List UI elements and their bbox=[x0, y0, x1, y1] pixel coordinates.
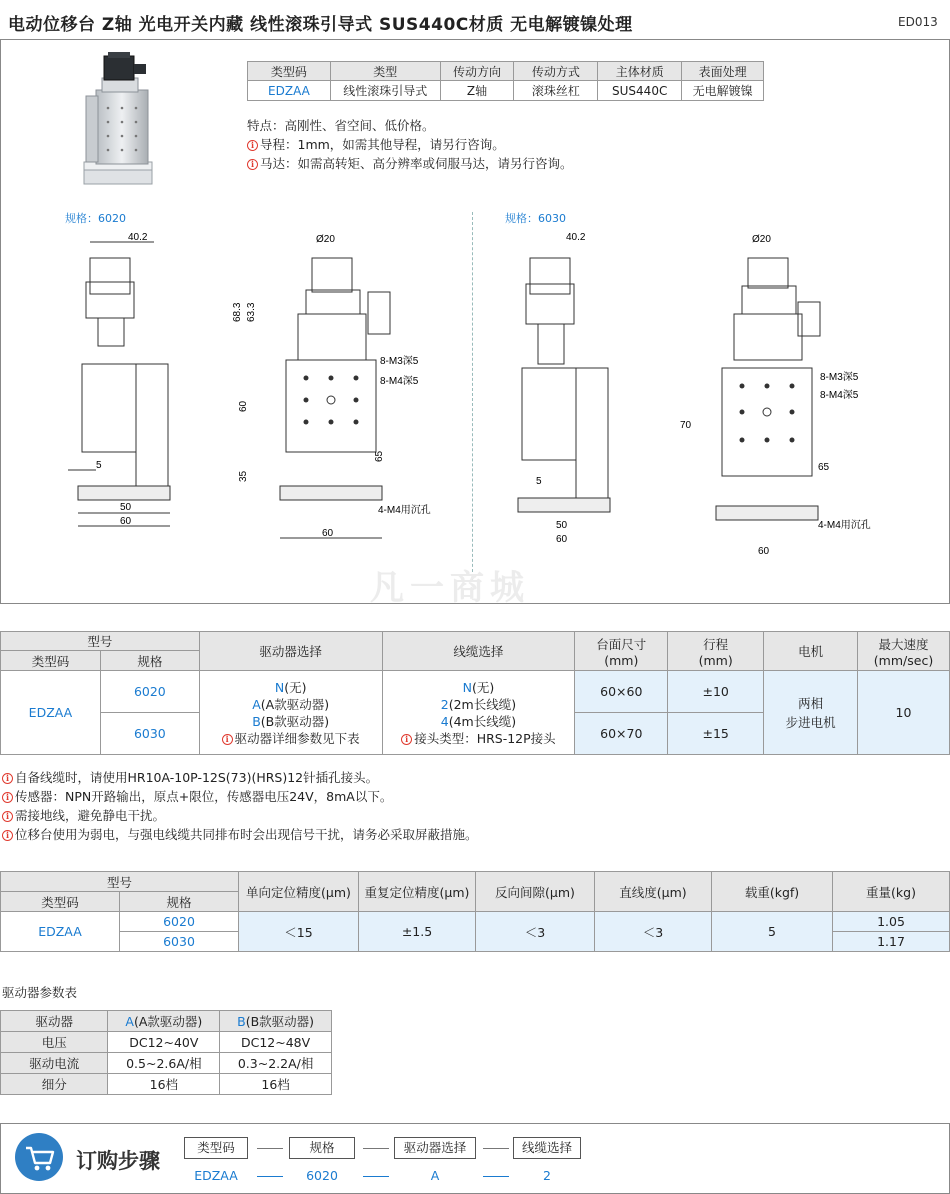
info-icon: i bbox=[2, 792, 13, 803]
driver-param-label: 电压 bbox=[1, 1032, 108, 1053]
order-step-value: 6020 bbox=[306, 1168, 338, 1183]
order-value-dash bbox=[483, 1176, 509, 1177]
order-step-label: 线缆选择 bbox=[513, 1137, 581, 1159]
svg-text:65: 65 bbox=[818, 462, 830, 473]
speed-header: 最大速度 (mm/sec) bbox=[858, 632, 950, 671]
model-table bbox=[0, 631, 950, 755]
driver-params-table bbox=[0, 1010, 332, 1095]
spec-header: 类型 bbox=[330, 62, 440, 81]
svg-text:8-M3深5: 8-M3深5 bbox=[380, 356, 419, 367]
notes bbox=[2, 768, 478, 844]
order-dash bbox=[483, 1148, 509, 1149]
perf-header: 单向定位精度(μm) bbox=[239, 872, 359, 912]
stroke-value: ±15 bbox=[668, 713, 764, 755]
cart-icon bbox=[15, 1133, 63, 1181]
page-title: 电动位移台 Z轴 光电开关内藏 线性滚珠引导式 SUS440C材质 无电解镀镍处理 bbox=[8, 15, 633, 35]
table-size-header: 台面尺寸 (mm) bbox=[575, 632, 668, 671]
speed-value: 10 bbox=[858, 671, 950, 755]
spec-type-code: EDZAA bbox=[248, 81, 331, 101]
perf-group-header: 型号 bbox=[1, 872, 239, 892]
driver-header: 驱动器选择 bbox=[199, 632, 382, 671]
driver-param-label: 细分 bbox=[1, 1074, 108, 1095]
product-photo bbox=[78, 50, 166, 190]
cable-options: N(无) 2(2m长线缆) 4(4m长线缆) i 接头类型：HRS-12P接头 bbox=[382, 671, 575, 755]
perf-spec: 6020 bbox=[120, 912, 239, 932]
svg-text:60: 60 bbox=[556, 534, 568, 545]
spec-cell: 无电解镀镍 bbox=[682, 81, 764, 101]
driver-options: N(无) A(A款驱动器) B(B款驱动器) i 驱动器详细参数见下表 bbox=[199, 671, 382, 755]
info-icon: i bbox=[2, 773, 13, 784]
svg-text:68.3: 68.3 bbox=[232, 302, 243, 322]
perf-weight: 1.17 bbox=[833, 932, 950, 952]
perf-value: ＜3 bbox=[595, 912, 712, 952]
order-step-value: EDZAA bbox=[194, 1168, 238, 1183]
performance-table bbox=[0, 871, 950, 952]
spec-cell: 滚珠丝杠 bbox=[514, 81, 598, 101]
driver-param-value: DC12~48V bbox=[220, 1032, 332, 1053]
perf-spec-header: 规格 bbox=[120, 892, 239, 912]
order-step-value: 2 bbox=[543, 1168, 551, 1183]
drawing-divider bbox=[472, 212, 473, 582]
model-spec: 6020 bbox=[100, 671, 199, 713]
spec-label-right: 规格：6030 bbox=[505, 212, 566, 225]
drawing-6020-side bbox=[60, 228, 190, 538]
perf-header: 直线度(μm) bbox=[595, 872, 712, 912]
svg-text:40.2: 40.2 bbox=[566, 232, 586, 243]
perf-header: 重复定位精度(μm) bbox=[359, 872, 476, 912]
perf-header: 重量(kg) bbox=[833, 872, 950, 912]
feature-line: i 导程：1mm，如需其他导程，请另行咨询。 bbox=[247, 135, 573, 154]
drawing-6020-front bbox=[228, 228, 458, 558]
perf-header: 载重(kgf) bbox=[712, 872, 833, 912]
perf-value: ＜15 bbox=[239, 912, 359, 952]
table-size-value: 60×70 bbox=[575, 713, 668, 755]
info-icon: i bbox=[247, 159, 258, 170]
type-code-header: 类型码 bbox=[1, 651, 101, 671]
motor-header: 电机 bbox=[764, 632, 858, 671]
perf-spec: 6030 bbox=[120, 932, 239, 952]
table-size-value: 60×60 bbox=[575, 671, 668, 713]
svg-text:8-M4深5: 8-M4深5 bbox=[380, 376, 419, 387]
driver-param-value: 0.3~2.2A/相 bbox=[220, 1053, 332, 1074]
info-icon: i bbox=[222, 734, 233, 745]
stroke-value: ±10 bbox=[668, 671, 764, 713]
note-line: i 需接地线，避免静电干扰。 bbox=[2, 806, 478, 825]
feature-line: i 马达：如需高转矩、高分辨率或伺服马达，请另行咨询。 bbox=[247, 154, 573, 173]
note-line: i 传感器：NPN开路输出，原点+限位，传感器电压24V，8mA以下。 bbox=[2, 787, 478, 806]
spec-header: 表面处理 bbox=[682, 62, 764, 81]
features bbox=[247, 116, 573, 173]
cable-header: 线缆选择 bbox=[382, 632, 575, 671]
svg-text:Ø20: Ø20 bbox=[316, 234, 335, 245]
model-spec: 6030 bbox=[100, 713, 199, 755]
svg-text:8-M3深5: 8-M3深5 bbox=[820, 372, 859, 383]
spec-header: 传动方向 bbox=[440, 62, 514, 81]
info-icon: i bbox=[2, 811, 13, 822]
spec-header: 类型码 bbox=[248, 62, 331, 81]
driver-param-header: B(B款驱动器) bbox=[220, 1011, 332, 1032]
drawing-6030-front bbox=[668, 228, 898, 558]
spec-label-left: 规格：6020 bbox=[65, 212, 126, 225]
svg-text:70: 70 bbox=[680, 420, 692, 431]
spec-header: 规格 bbox=[100, 651, 199, 671]
order-step-value: A bbox=[430, 1168, 440, 1183]
perf-weight: 1.05 bbox=[833, 912, 950, 932]
order-step-label: 规格 bbox=[289, 1137, 355, 1159]
driver-param-value: 16档 bbox=[220, 1074, 332, 1095]
svg-text:4-M4用沉孔: 4-M4用沉孔 bbox=[378, 505, 431, 516]
order-title: 订购步骤 bbox=[76, 1149, 160, 1173]
svg-text:4-M4用沉孔: 4-M4用沉孔 bbox=[818, 520, 871, 531]
spec-cell: SUS440C bbox=[598, 81, 682, 101]
svg-text:60: 60 bbox=[322, 528, 334, 539]
svg-text:60: 60 bbox=[238, 400, 249, 412]
order-value-dash bbox=[363, 1176, 389, 1177]
svg-text:65: 65 bbox=[374, 450, 385, 462]
driver-param-header: 驱动器 bbox=[1, 1011, 108, 1032]
order-step-label: 类型码 bbox=[184, 1137, 248, 1159]
svg-text:50: 50 bbox=[120, 502, 132, 513]
info-icon: i bbox=[401, 734, 412, 745]
drawing-6030-side bbox=[500, 228, 630, 548]
info-icon: i bbox=[247, 140, 258, 151]
spec-table bbox=[247, 61, 764, 101]
stroke-header: 行程 (mm) bbox=[668, 632, 764, 671]
svg-text:63.3: 63.3 bbox=[246, 302, 257, 322]
model-group-header: 型号 bbox=[1, 632, 200, 651]
perf-type-header: 类型码 bbox=[1, 892, 120, 912]
driver-param-header: A(A款驱动器) bbox=[108, 1011, 220, 1032]
perf-value: 5 bbox=[712, 912, 833, 952]
perf-value: ＜3 bbox=[476, 912, 595, 952]
spec-cell: Z轴 bbox=[440, 81, 514, 101]
perf-header: 反向间隙(μm) bbox=[476, 872, 595, 912]
note-line: i 自备线缆时，请使用HR10A-10P-12S(73)(HRS)12针插孔接头。 bbox=[2, 768, 478, 787]
model-type-code: EDZAA bbox=[1, 671, 101, 755]
svg-text:60: 60 bbox=[758, 546, 770, 557]
spec-header: 传动方式 bbox=[514, 62, 598, 81]
svg-text:60: 60 bbox=[120, 516, 132, 527]
order-dash bbox=[257, 1148, 283, 1149]
order-step-label: 驱动器选择 bbox=[394, 1137, 476, 1159]
svg-text:50: 50 bbox=[556, 520, 568, 531]
driver-param-value: DC12~40V bbox=[108, 1032, 220, 1053]
driver-param-value: 0.5~2.6A/相 bbox=[108, 1053, 220, 1074]
motor-value: 两相 步进电机 bbox=[764, 671, 858, 755]
driver-param-label: 驱动电流 bbox=[1, 1053, 108, 1074]
svg-text:35: 35 bbox=[238, 470, 249, 482]
info-icon: i bbox=[2, 830, 13, 841]
svg-text:40.2: 40.2 bbox=[128, 232, 148, 243]
svg-text:Ø20: Ø20 bbox=[752, 234, 771, 245]
spec-header: 主体材质 bbox=[598, 62, 682, 81]
feature-line: 特点：高刚性、省空间、低价格。 bbox=[247, 118, 435, 133]
svg-text:8-M4深5: 8-M4深5 bbox=[820, 390, 859, 401]
svg-text:5: 5 bbox=[96, 460, 102, 471]
note-line: i 位移台使用为弱电，与强电线缆共同排布时会出现信号干扰，请务必采取屏蔽措施。 bbox=[2, 825, 478, 844]
perf-type-code: EDZAA bbox=[1, 912, 120, 952]
perf-value: ±1.5 bbox=[359, 912, 476, 952]
driver-param-value: 16档 bbox=[108, 1074, 220, 1095]
product-code: ED013 bbox=[898, 15, 938, 29]
order-value-dash bbox=[257, 1176, 283, 1177]
driver-params-title: 驱动器参数表 bbox=[2, 985, 78, 1000]
order-steps-panel bbox=[0, 1123, 950, 1194]
watermark: 凡一商城 bbox=[370, 568, 530, 608]
order-dash bbox=[363, 1148, 389, 1149]
spec-cell: 线性滚珠引导式 bbox=[330, 81, 440, 101]
svg-text:5: 5 bbox=[536, 476, 542, 487]
